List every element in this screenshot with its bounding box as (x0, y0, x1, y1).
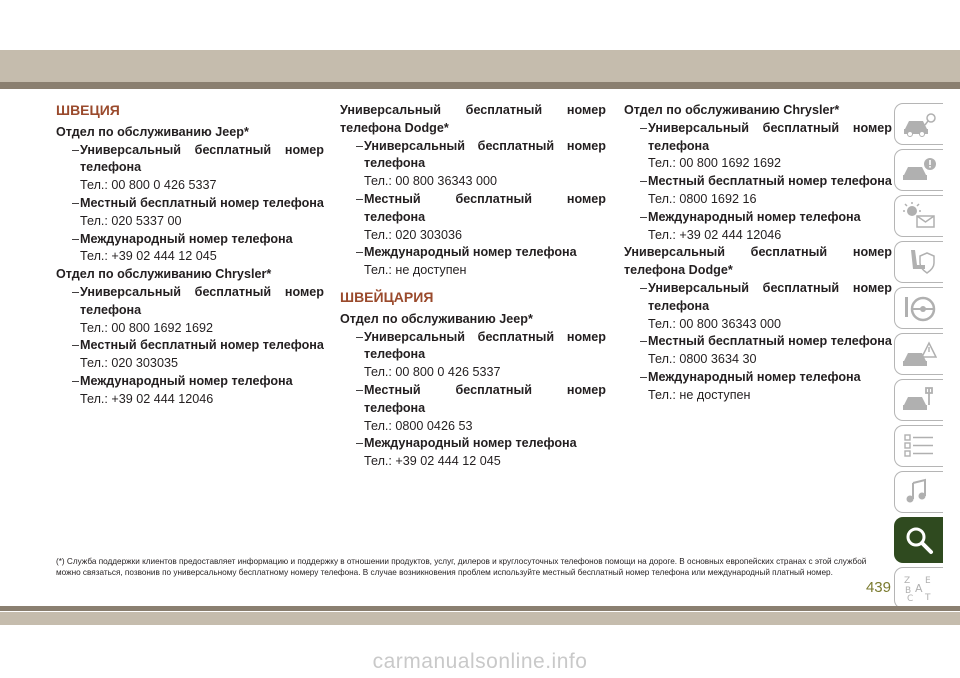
column-1 (56, 102, 324, 409)
light-message-icon (901, 201, 937, 231)
tab-emergency[interactable] (894, 333, 943, 375)
steering-wheel-icon (901, 293, 937, 323)
entry: – Международный номер телефона Тел.: +39 02 444 12 045 (356, 436, 577, 469)
svg-text:T: T (925, 593, 931, 603)
entry: – Местный бесплатный номер телефона Тел.: 020 303036 (356, 191, 606, 242)
tab-multimedia[interactable] (894, 471, 943, 513)
watermark: carmanualsonline.info (372, 650, 588, 673)
entry: – Международный номер телефона Тел.: не доступен (640, 369, 861, 402)
header-band (0, 50, 960, 82)
footer-band (0, 612, 960, 625)
entry: – Международный номер телефона Тел.: +39 02 444 12046 (72, 373, 293, 406)
entry: – Местный бесплатный номер телефона Тел.: 020 303035 (72, 338, 324, 371)
tab-lights-messages[interactable] (894, 195, 943, 237)
car-emergency-icon (901, 339, 937, 369)
svg-text:B: B (905, 586, 912, 596)
column-2 (340, 102, 606, 471)
chapter-tabs (894, 103, 944, 613)
entry: – Универсальный бесплатный номер телефона Тел.: 00 800 1692 1692 (72, 284, 324, 335)
dept-jeep-sweden: Отдел по обслуживанию Jeep* (56, 124, 249, 139)
svg-text:E: E (925, 576, 931, 586)
search-icon (901, 525, 937, 555)
entry: – Универсальный бесплатный номер телефона Тел.: 00 800 1692 1692 (640, 120, 892, 171)
dept-jeep-switzerland: Отдел по обслуживанию Jeep* (340, 311, 533, 326)
entry: – Международный номер телефона Тел.: +39 02 444 12 045 (72, 231, 293, 264)
svg-text:A: A (915, 582, 923, 595)
dept-dodge-sweden: Универсальный бесплатный номер телефона Dodge* (340, 103, 606, 135)
car-warning-icon (901, 155, 937, 185)
entry: – Местный бесплатный номер телефона Тел.: 020 5337 00 (72, 195, 324, 228)
tab-car-info[interactable] (894, 103, 943, 145)
entry: – Местный бесплатный номер телефона Тел.: 0800 3634 30 (640, 334, 892, 367)
seat-safety-icon (901, 247, 937, 277)
section-title-switzerland: ШВЕЙЦАРИЯ (340, 288, 434, 305)
dept-chrysler-switzerland: Отдел по обслуживанию Chrysler* (624, 103, 840, 117)
entry: – Универсальный бесплатный номер телефона Тел.: 00 800 36343 000 (356, 138, 606, 189)
entry: – Международный номер телефона Тел.: +39 02 444 12046 (640, 209, 861, 242)
column-3 (624, 102, 892, 405)
tab-car-warning[interactable] (894, 149, 943, 191)
dept-dodge-switzerland: Универсальный бесплатный номер телефона Dodge* (624, 245, 892, 278)
entry: – Международный номер телефона Тел.: не доступен (356, 245, 577, 278)
svg-text:Z: Z (904, 576, 911, 586)
car-service-icon (901, 385, 937, 415)
footer-band-stripe (0, 606, 960, 611)
spec-list-icon (901, 431, 937, 461)
header-band-stripe (0, 82, 960, 89)
entry: – Местный бесплатный номер телефона Тел.: 0800 0426 53 (356, 382, 606, 433)
svg-text:C: C (907, 594, 914, 603)
alphabet-index-icon (901, 573, 937, 603)
entry: – Универсальный бесплатный номер телефона Тел.: 00 800 36343 000 (640, 280, 892, 331)
dept-chrysler-sweden: Отдел по обслуживанию Chrysler* (56, 267, 272, 282)
multimedia-icon (901, 477, 937, 507)
footnote: (*) Служба поддержки клиентов предоставляет информацию и поддержку в отношении продуктов, услуг, дилеров и круглосуточных телефонов помощи на дороге. В основных европейских странах с этой службой можно связаться, позвонив по универсальному бесплатному номеру телефона. В случае возникновения проблем используйте местный бесплатный номер телефона или международный платный номер. (56, 557, 867, 577)
car-info-icon (901, 109, 937, 139)
tab-specifications[interactable] (894, 425, 943, 467)
entry: – Универсальный бесплатный номер телефона Тел.: 00 800 0 426 5337 (356, 329, 606, 380)
tab-index-search[interactable] (894, 517, 943, 563)
entry: – Универсальный бесплатный номер телефона Тел.: 00 800 0 426 5337 (72, 142, 324, 193)
entry: – Местный бесплатный номер телефона Тел.: 0800 1692 16 (640, 174, 892, 206)
tab-safety[interactable] (894, 241, 943, 283)
tab-driving[interactable] (894, 287, 943, 329)
section-title-sweden: ШВЕЦИЯ (56, 102, 120, 118)
tab-alphabetical-index[interactable] (894, 567, 943, 609)
tab-service[interactable] (894, 379, 943, 421)
page-number: 439 (865, 579, 891, 596)
